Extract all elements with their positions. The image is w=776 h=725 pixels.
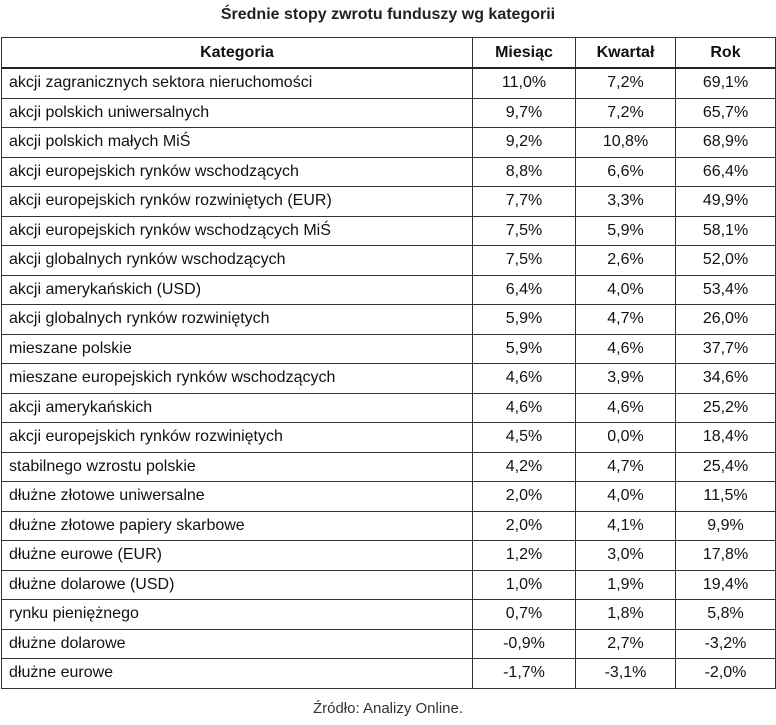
quarter-cell: 4,0% <box>576 482 676 512</box>
category-cell: dłużne złotowe papiery skarbowe <box>2 511 473 541</box>
table-row <box>2 629 776 659</box>
quarter-cell: 4,6% <box>576 393 676 423</box>
month-cell: -1,7% <box>473 659 576 689</box>
quarter-cell: 2,7% <box>576 629 676 659</box>
category-cell: rynku pieniężnego <box>2 600 473 630</box>
category-cell: mieszane europejskich rynków wschodzących <box>2 364 473 394</box>
table-title: Średnie stopy zwrotu funduszy wg kategorii <box>220 6 556 23</box>
category-cell: akcji polskich małych MiŚ <box>2 128 473 158</box>
table-row <box>2 305 776 335</box>
year-cell: 5,8% <box>676 600 776 630</box>
category-cell: dłużne dolarowe <box>2 629 473 659</box>
month-cell: 5,9% <box>473 305 576 335</box>
table-row <box>2 600 776 630</box>
quarter-cell: 3,9% <box>576 364 676 394</box>
column-header-year: Rok <box>676 38 776 69</box>
table-row <box>2 246 776 276</box>
year-cell: 11,5% <box>676 482 776 512</box>
year-cell: 19,4% <box>676 570 776 600</box>
category-cell: akcji europejskich rynków rozwiniętych <box>2 423 473 453</box>
month-cell: 0,7% <box>473 600 576 630</box>
year-cell: 69,1% <box>676 68 776 98</box>
month-cell: 7,7% <box>473 187 576 217</box>
table-row <box>2 98 776 128</box>
month-cell: 9,7% <box>473 98 576 128</box>
month-cell: 7,5% <box>473 246 576 276</box>
month-cell: -0,9% <box>473 629 576 659</box>
source-note: Źródło: Analizy Online. <box>312 700 464 717</box>
table-row <box>2 275 776 305</box>
column-header-category: Kategoria <box>2 38 473 69</box>
year-cell: 65,7% <box>676 98 776 128</box>
category-cell: stabilnego wzrostu polskie <box>2 452 473 482</box>
table-row <box>2 482 776 512</box>
month-cell: 5,9% <box>473 334 576 364</box>
quarter-cell: 5,9% <box>576 216 676 246</box>
year-cell: 17,8% <box>676 541 776 571</box>
category-cell: akcji polskich uniwersalnych <box>2 98 473 128</box>
year-cell: 49,9% <box>676 187 776 217</box>
table-header-row <box>2 38 776 69</box>
year-cell: 26,0% <box>676 305 776 335</box>
category-cell: akcji europejskich rynków wschodzących <box>2 157 473 187</box>
category-cell: dłużne eurowe (EUR) <box>2 541 473 571</box>
year-cell: 52,0% <box>676 246 776 276</box>
year-cell: -3,2% <box>676 629 776 659</box>
column-header-quarter: Kwartał <box>576 38 676 69</box>
year-cell: 25,4% <box>676 452 776 482</box>
table-row <box>2 659 776 689</box>
category-cell: mieszane polskie <box>2 334 473 364</box>
year-cell: 25,2% <box>676 393 776 423</box>
month-cell: 4,6% <box>473 393 576 423</box>
year-cell: 18,4% <box>676 423 776 453</box>
table-body <box>2 68 776 688</box>
quarter-cell: 1,9% <box>576 570 676 600</box>
table-row <box>2 452 776 482</box>
category-cell: akcji europejskich rynków rozwiniętych (EUR) <box>2 187 473 217</box>
category-cell: dłużne złotowe uniwersalne <box>2 482 473 512</box>
category-cell: dłużne eurowe <box>2 659 473 689</box>
quarter-cell: 10,8% <box>576 128 676 158</box>
month-cell: 2,0% <box>473 482 576 512</box>
table-row <box>2 511 776 541</box>
category-cell: akcji amerykańskich <box>2 393 473 423</box>
quarter-cell: 4,6% <box>576 334 676 364</box>
quarter-cell: 6,6% <box>576 157 676 187</box>
fund-returns-table <box>1 37 776 689</box>
year-cell: 53,4% <box>676 275 776 305</box>
category-cell: akcji globalnych rynków wschodzących <box>2 246 473 276</box>
year-cell: 58,1% <box>676 216 776 246</box>
quarter-cell: 3,3% <box>576 187 676 217</box>
category-cell: akcji amerykańskich (USD) <box>2 275 473 305</box>
quarter-cell: 4,0% <box>576 275 676 305</box>
quarter-cell: 3,0% <box>576 541 676 571</box>
month-cell: 9,2% <box>473 128 576 158</box>
table-row <box>2 187 776 217</box>
month-cell: 4,2% <box>473 452 576 482</box>
table-row <box>2 157 776 187</box>
table-row <box>2 68 776 98</box>
month-cell: 6,4% <box>473 275 576 305</box>
quarter-cell: -3,1% <box>576 659 676 689</box>
table-row <box>2 541 776 571</box>
quarter-cell: 4,1% <box>576 511 676 541</box>
quarter-cell: 4,7% <box>576 452 676 482</box>
category-cell: akcji europejskich rynków wschodzących MiŚ <box>2 216 473 246</box>
month-cell: 8,8% <box>473 157 576 187</box>
table-row <box>2 216 776 246</box>
quarter-cell: 4,7% <box>576 305 676 335</box>
category-cell: dłużne dolarowe (USD) <box>2 570 473 600</box>
month-cell: 4,5% <box>473 423 576 453</box>
table-row <box>2 570 776 600</box>
category-cell: akcji zagranicznych sektora nieruchomości <box>2 68 473 98</box>
category-cell: akcji globalnych rynków rozwiniętych <box>2 305 473 335</box>
month-cell: 11,0% <box>473 68 576 98</box>
month-cell: 4,6% <box>473 364 576 394</box>
month-cell: 1,0% <box>473 570 576 600</box>
table-row <box>2 128 776 158</box>
month-cell: 2,0% <box>473 511 576 541</box>
table-row <box>2 334 776 364</box>
year-cell: 66,4% <box>676 157 776 187</box>
quarter-cell: 0,0% <box>576 423 676 453</box>
year-cell: 68,9% <box>676 128 776 158</box>
quarter-cell: 7,2% <box>576 68 676 98</box>
year-cell: 9,9% <box>676 511 776 541</box>
column-header-month: Miesiąc <box>473 38 576 69</box>
month-cell: 1,2% <box>473 541 576 571</box>
month-cell: 7,5% <box>473 216 576 246</box>
quarter-cell: 7,2% <box>576 98 676 128</box>
table-row <box>2 423 776 453</box>
table-row <box>2 393 776 423</box>
year-cell: 34,6% <box>676 364 776 394</box>
table-row <box>2 364 776 394</box>
year-cell: 37,7% <box>676 334 776 364</box>
year-cell: -2,0% <box>676 659 776 689</box>
quarter-cell: 1,8% <box>576 600 676 630</box>
quarter-cell: 2,6% <box>576 246 676 276</box>
